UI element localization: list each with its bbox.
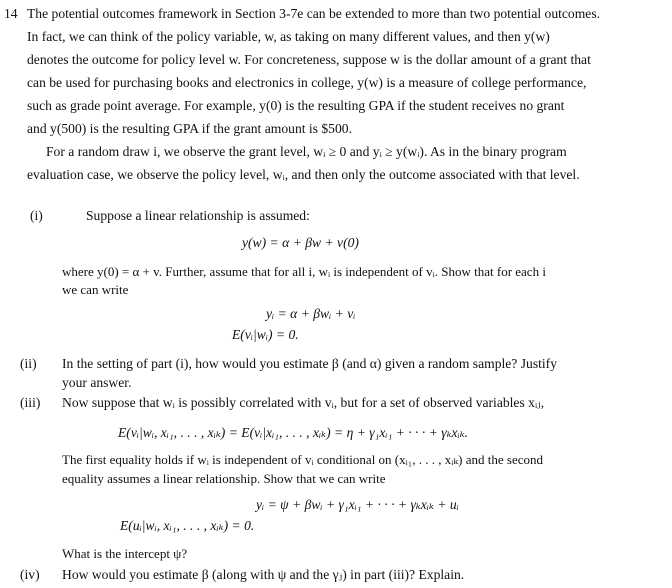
intro-line-1: The potential outcomes framework in Section 3-7e can be extended to more than two potential outcomes. <box>27 6 601 21</box>
part-iii-equation-2a: yᵢ = ψ + βwᵢ + γ₁xᵢ₁ + · · · + γₖxᵢₖ + uᵢ <box>256 497 459 512</box>
intro-line-7: For a random draw i, we observe the grant level, wᵢ ≥ 0 and yᵢ ≥ y(wᵢ). As in the binary program <box>46 144 567 159</box>
part-iv-label: (iv) <box>20 567 40 582</box>
intro-line-6: and y(500) is the resulting GPA if the grant amount is $500. <box>27 121 352 136</box>
part-iii-line-1: Now suppose that wᵢ is possibly correlated with vᵢ, but for a set of observed variables xᵢⱼ, <box>62 395 545 410</box>
part-iii-line-4: What is the intercept ψ? <box>62 546 188 561</box>
intro-line-2: In fact, we can think of the policy variable, w, as taking on many different values, and then y(w) <box>27 29 550 44</box>
part-iv-line-1: How would you estimate β (along with ψ and the γⱼ) in part (iii)? Explain. <box>62 567 465 582</box>
part-i-equation-2a: yᵢ = α + βwᵢ + vᵢ <box>266 306 356 321</box>
problem-number: 14 <box>4 6 18 21</box>
part-i-label: (i) <box>30 208 43 223</box>
part-ii-label: (ii) <box>20 356 37 371</box>
part-ii-line-1: In the setting of part (i), how would you estimate β (and α) given a random sample? Justify <box>62 356 557 371</box>
intro-line-4: can be used for purchasing books and electronics in college, y(w) is a measure of college performance, <box>27 75 587 90</box>
part-i-equation-2b: E(vᵢ|wᵢ) = 0. <box>232 327 299 342</box>
part-iii-equation-1: E(vᵢ|wᵢ, xᵢ₁, . . . , xᵢₖ) = E(vᵢ|xᵢ₁, . . . , xᵢₖ) = η + γ₁xᵢ₁ + · · · + γₖxᵢₖ. <box>118 425 469 440</box>
part-ii-line-2: your answer. <box>62 375 132 390</box>
part-iii-line-3: equality assumes a linear relationship. Show that we can write <box>62 471 386 486</box>
part-iii-label: (iii) <box>20 395 41 410</box>
part-iii-line-2: The first equality holds if wᵢ is independent of vᵢ conditional on (xᵢ₁, . . . , xᵢₖ) and the second <box>62 452 543 467</box>
intro-line-8: evaluation case, we observe the policy level, wᵢ, and then only the outcome associated with that level. <box>27 167 580 182</box>
part-i-continuation-1: where y(0) = α + v. Further, assume that for all i, wᵢ is independent of vᵢ. Show that for each i <box>62 264 546 279</box>
part-i-continuation-2: we can write <box>62 282 129 297</box>
part-i-equation-1: y(w) = α + βw + v(0) <box>242 235 359 250</box>
part-iii-equation-2b: E(uᵢ|wᵢ, xᵢ₁, . . . , xᵢₖ) = 0. <box>120 518 255 533</box>
part-i-text: Suppose a linear relationship is assumed: <box>86 208 310 223</box>
intro-line-5: such as grade point average. For example, y(0) is the resulting GPA if the student receives no grant <box>27 98 565 113</box>
intro-line-3: denotes the outcome for policy level w. For concreteness, suppose w is the dollar amount of a grant that <box>27 52 591 67</box>
